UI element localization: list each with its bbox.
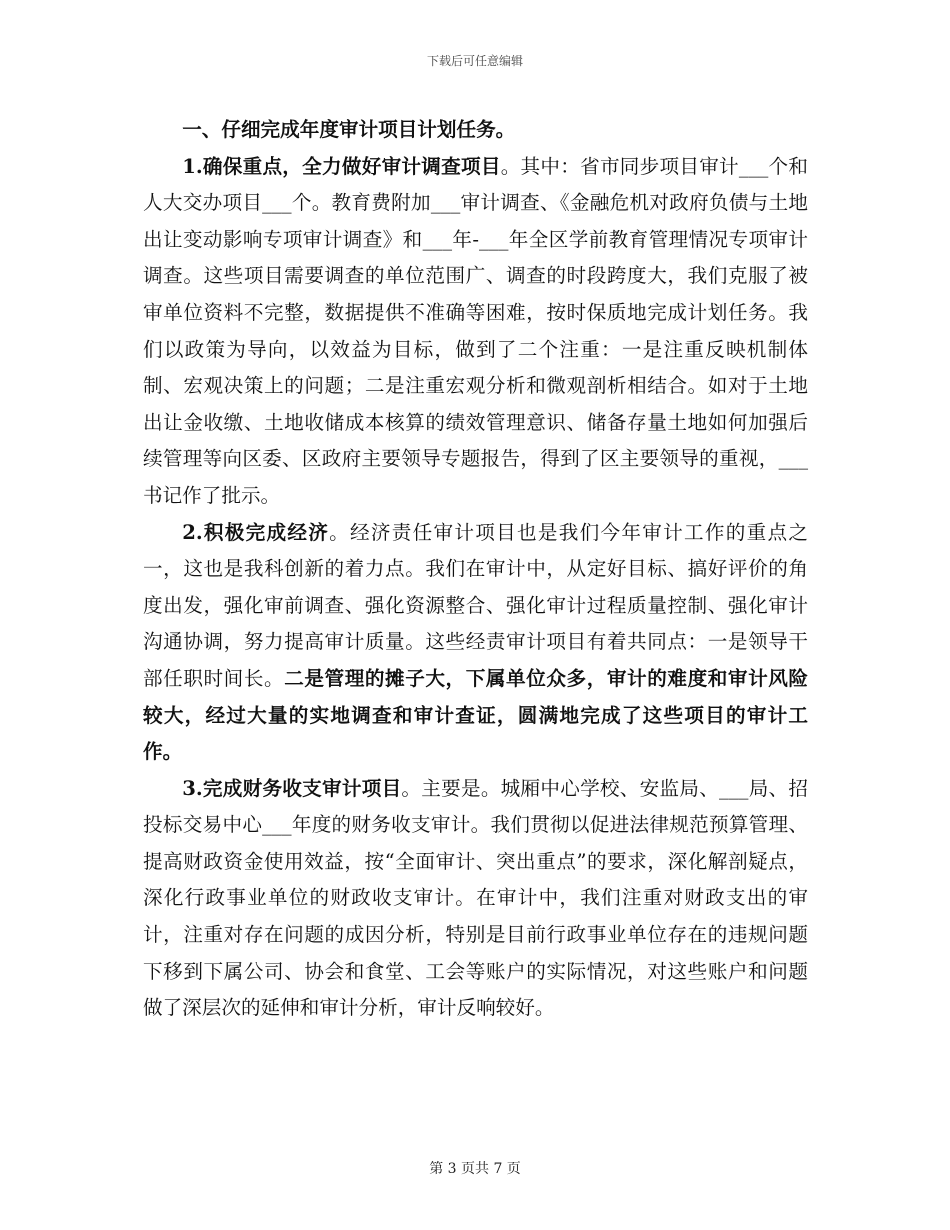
- item-2-bold-tail: 二是管理的摊子大，下属单位众多，审计的难度和审计风险较大，经过大量的实地调查和审计查证，圆满地完成了这些项目的审计工作。: [143, 666, 809, 764]
- item-2-text: 。经济责任审计项目也是我们今年审计工作的重点之一，这也是我科创新的着力点。我们在审计中，从定好目标、搞好评价的角度出发，强化审前调查、强化资源整合、强化审计过程质量控制、强化审计沟通协调，努力提高审计质量。这些经责审计项目有着共同点：一是领导干部任职时间长。: [143, 520, 808, 690]
- paragraph-item-2: [143, 515, 808, 771]
- paragraph-item-3: [143, 771, 808, 1027]
- item-2-title: 2.积极完成经济: [182, 520, 330, 544]
- item-3-text: 。主要是。城厢中心学校、安监局、___局、招投标交易中心___年度的财务收支审计。我们贯彻以促进法律规范预算管理、提高财政资金使用效益，按“全面审计、突出重点”的要求，深化解剖疑点，深化行政事业单位的财政收支审计。在审计中，我们注重对财政支出的审计，注重对存在问题的成因分析，特别是目前行政事业单位存在的违规问题下移到下属公司、协会和食堂、工会等账户的实际情况，对这些账户和问题做了深层次的延伸和审计分析，审计反响较好。: [143, 776, 808, 1020]
- document-body: [143, 112, 808, 1027]
- item-1-text: 。其中：省市同步项目审计___个和人大交办项目___个。教育费附加___审计调查、《金融危机对政府负债与土地出让变动影响专项审计调查》和___年-___年全区学前教育管理情况专项审计调查。这些项目需要调查的单位范围广、调查的时段跨度大，我们克服了被审单位资料不完整，数据提供不准确等困难，按时保质地完成计划任务。我们以政策为导向，以效益为目标，做到了二个注重：一是注重反映机制体制、宏观决策上的问题；二是注重宏观分析和微观剖析相结合。如对于土地出让金收缴、土地收储成本核算的绩效管理意识、储备存量土地如何加强后续管理等向区委、区政府主要领导专题报告，得到了区主要领导的重视，___书记作了批示。: [143, 154, 808, 507]
- section-heading: 一、仔细完成年度审计项目计划任务。: [182, 118, 516, 141]
- page-header-note: 下载后可任意编辑: [426, 54, 523, 68]
- paragraph-item-1: [143, 149, 808, 515]
- item-1-title: 1.确保重点，全力做好审计调查项目: [182, 154, 501, 178]
- item-3-title: 3.完成财务收支审计项目: [182, 776, 402, 800]
- page-number: 第 3 页共 7 页: [429, 1161, 521, 1177]
